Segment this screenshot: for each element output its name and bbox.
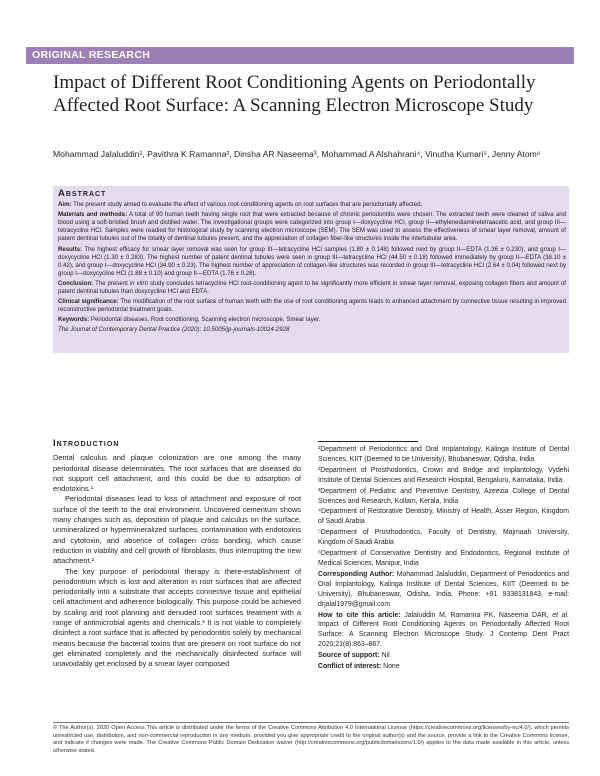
affiliation: ⁵Department of Prosthodontics, Faculty of Dentistry, Majmaah University, Kingdom of Saudi Arabia: [318, 529, 569, 547]
abstract-box: [53, 186, 569, 353]
affiliation: ³Department of Pediatric and Preventive Dentistry, Azeezia College of Dental Sciences and Research, Kollam, Kerala, India: [318, 487, 569, 505]
intro-paragraph: Dental calculus and plaque colonization are one among the many periodontal disease determinates. The root surfaces that are diseased do not support cell attachment, and this could be due to adsorption of endotoxins.¹: [53, 453, 301, 494]
journal-reference: The Journal of Contemporary Dental Practice (2020): 10.5005/jp-journals-10024-2928: [58, 326, 290, 334]
introduction-section: [53, 439, 301, 670]
abstract-clinical-significance: Clinical significance: The modification of the root surface of human teeth with the use of root conditioning agents leads to enhanced attachment by connective tissue resulting in improved reconstructive periodontal treatment goals.: [58, 298, 566, 314]
abstract-methods: Materials and methods: A total of 90 human teeth having single root that were extracted because of chronic periodontitis were chosen. The extracted teeth were cleaned of saliva and blood using a soft-bristled brush and distilled water. The investigational groups were categorized into group I—doxycycline HCl, group II—ethylenediaminetetraacetic acid, and group III—tetracycline HCl. Samples were readied for histological study by scanning electron microscope (SEM). The SEM was used to assess the effectiveness of smear layer removal, amount of patent dentinal tubules out of the totality of dentinal tubules present, and the appreciation of collagen fiber-like structures inside the intertubular area.: [58, 211, 567, 243]
affiliation: ⁶Department of Conservative Dentistry and Endodontics, Regional Institute of Medical Sciences, Manipur, India: [318, 550, 569, 567]
source-of-support: Source of support: Nil: [318, 652, 390, 660]
abstract-heading: Abstract: [58, 188, 107, 199]
abstract-aim: Aim: The present study aimed to evaluate the effect of various root-conditioning agents on root surfaces that are periodontally affected.: [58, 201, 423, 209]
abstract-results: Results: The highest efficacy for smear layer removal was seen for group III—tetracycline HCl samples (1.80 ± 0.148) followed next by group II—EDTA (1.36 ± 0.230), and group I—doxycycline HCl (1.30 ± 0.283). The highest number of patent dentinal tubules were seen in group III—tetracycline HCl (44.50 ± 0.18) followed immediately by group II—EDTA (38.10 ± 0.42), and group I—doxycycline HCl (34.90 ± 0.23). The highest number of appreciation of collagen-like structures was recorded in group III—tetracycline HCl (2.64 ± 0.04) followed next by group I—doxycycline HCl (1.88 ± 0.10) and group II—EDTA (1.76 ± 0.28).: [58, 245, 566, 277]
article-type-banner: ORIGINAL RESEARCH: [26, 47, 574, 64]
abstract-keywords: Keywords: Periodontal diseases, Root conditioning, Scanning electron microscope, Smear layer.: [58, 316, 321, 324]
front-matter-notes: [318, 445, 569, 673]
affiliation: ²Department of Prosthodontics, Crown and Bridge and Implantology, Vydehi Institute of Dental Sciences and Research Hospital, Bengaluru, Karnataka, India: [318, 466, 569, 484]
affiliation: ¹Department of Periodontics and Oral Implantology, Kalinga Institute of Dental Sciences, KIIT (Deemed to be University), Bhubaneswar, Odisha, India: [318, 446, 569, 463]
affiliation: ⁴Department of Restorative Dentistry, Ministry of Health, Asser Region, Kingdom of Saudi Arabia: [318, 508, 569, 526]
article-title: Impact of Different Root Conditioning Agents on Periodontally Affected Root Surface: A Scanning Electron Microscope Study: [53, 72, 536, 116]
intro-paragraph: Periodontal diseases lead to loss of attachment and exposure of root surface of the teeth to the oral environment. Uncovered cementum shows many changes such as, deposition of plaque and calculus on the surface, unmineralized or hypermineralized surfaces, contamination with endotoxins and cytotoxin, and absence of collagen cross banding, which cause reduction in viability and cell growth of fibroblasts, thus interrupting the new attachment.²: [53, 494, 301, 566]
license-notice: © The Author(s). 2020 Open Access This article is distributed under the terms of the Creative Commons Attribution 4.0 International License (https://creativecommons.org/licenses/by-nc/4.0/), which permits unrestricted use, distribution, and non-commercial reproduction in any medium, provided you give appropriate credit to the original author(s) and the source, provide a link to the Creative Commons license, and indicate if changes were made. The Creative Commons Public Domain Dedication waiver (http://creativecommons.org/publicdomain/zero/1.0/) applies to the data made available in this article, unless otherwise stated.: [53, 725, 569, 754]
license-divider: [53, 722, 569, 723]
author-list: Mohammad Jalaluddin¹, Pavithra K Ramanna², Dinsha AR Naseema³, Mohammad A Alshahrani⁴, Vinutha Kumari⁵, Jenny Atom⁶: [53, 149, 541, 159]
intro-paragraph: The key purpose of periodontal therapy is there-establishment of periodontium which is lost and alteration in root surfaces that are affected periodontally into a substrate that accepts connective tissue and epithelial cell attachment and adherence biologically. This purpose could be achieved by scaling and root planning and denuded root surfaces treatment with a range of antimicrobial agents and chemicals.³ It is not viable to completely disinfect a root surface that is affected by periodontitis solely by mechanical means because the bacterial toxins that are present on root surface do not get eliminated completely and the mechanically disinfected surface will unavoidably get enclosed by a smear layer composed: [53, 566, 301, 669]
abstract-conclusion: Conclusion: The present in vitro study concludes tetracycline HCl root-conditioning agent to be significantly more efficient in smear layer removal, exposing collagen fibers and amount of patent dentinal tubules than doxycycline HCl and EDTA.: [58, 279, 566, 296]
corresponding-author: Corresponding Author: Mohammad Jalaluddin, Department of Periodontics and Oral Implantology, Kalinga Institute of Dental Sciences, KIIT (Deemed to be University), Bhubaneswar, Odisha, India, Phone: +91 9338131843, e-mail: drjalal1979@gmail.com: [318, 570, 569, 608]
how-to-cite: How to cite this article: Jalaluddin M, Ramanna PK, Naseema DAR, et al. Impact of Different Root Conditioning Agents on Periodontally Affected Root Surface: A Scanning Electron Microscope Study. J Contemp Dent Pract 2020;21(8):863–867.: [318, 611, 569, 649]
footnote-rule: [318, 441, 418, 442]
introduction-heading: Introduction: [53, 438, 120, 449]
conflict-of-interest: Conflict of interest: None: [318, 663, 400, 671]
